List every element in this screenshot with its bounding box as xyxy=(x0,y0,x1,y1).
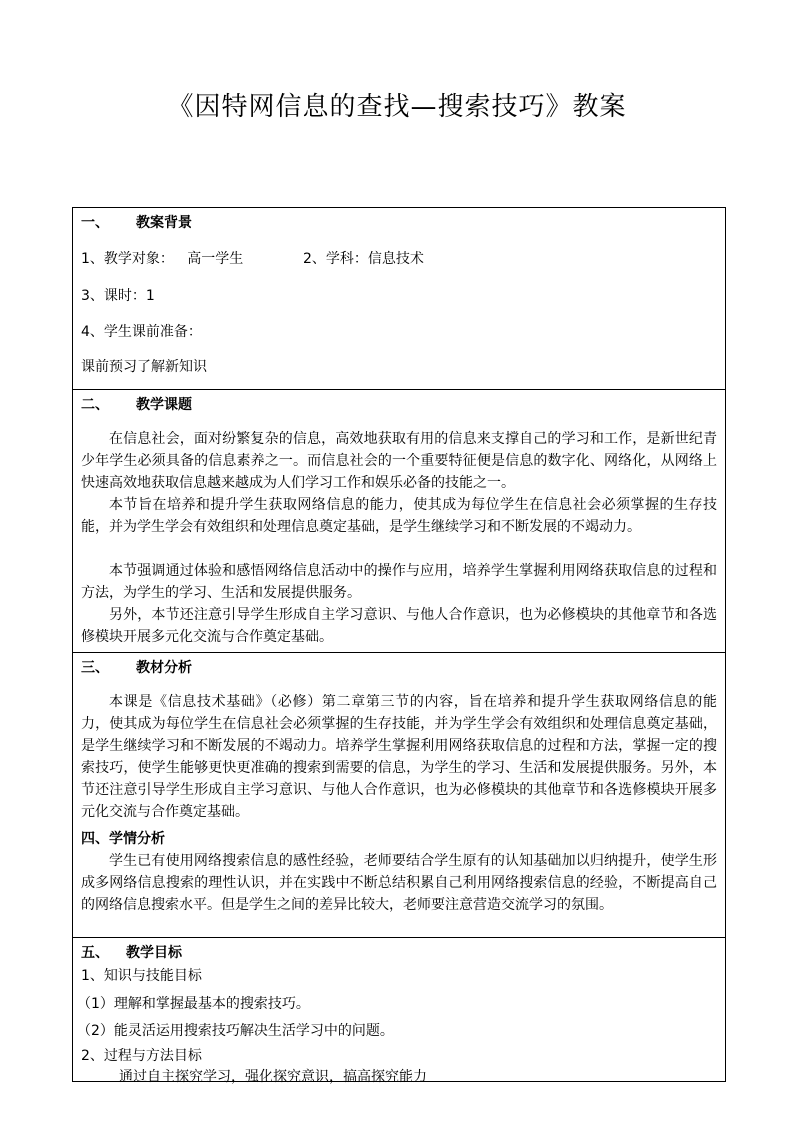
page-title: 《因特网信息的查找—搜索技巧》教案 xyxy=(167,92,627,122)
prep-label: 4、学生课前准备： xyxy=(81,324,202,340)
section-material xyxy=(73,652,725,936)
section-objectives xyxy=(73,937,725,1085)
section-heading xyxy=(81,657,192,677)
objective-line: （1）理解和掌握最基本的搜索技巧。 xyxy=(77,996,310,1012)
target-value: 高一学生 xyxy=(187,251,244,267)
paragraph: 本课是《信息技术基础》（必修）第二章第三节的内容，旨在培养和提升学生获取网络信息的能力，使其成为每位学生在信息社会必须掌握的生存技能，并为学生学会有效组织和处理信息奠定基础，是学生继续学习和不断发展的不竭动力。培养学生掌握利用网络获取信息的过程和方法，掌握一定的搜索技巧，使学生能够更快更准确的搜索到需要的信息，为学生的学习、生活和发展提供服务。另外，本节还注意引导学生形成自主学习意识、与他人合作意识，也为必修模块的其他章节和各选修模块开展多元化交流与合作奠定基础。 xyxy=(81,694,717,820)
section-background xyxy=(73,208,725,388)
section-heading xyxy=(81,394,192,414)
section-title: 教材分析 xyxy=(136,660,192,676)
section-topic xyxy=(73,389,725,651)
section-title: 教学目标 xyxy=(126,945,182,961)
paragraph: 本节强调通过体验和感悟网络信息活动中的操作与应用，培养学生掌握利用网络获取信息的过程和方法，为学生的学习、生活和发展提供服务。 xyxy=(81,563,717,601)
paragraph: 另外，本节还注意引导学生形成自主学习意识、与他人合作意识，也为必修模块的其他章节和各选修模块开展多元化交流与合作奠定基础。 xyxy=(81,607,717,645)
section-heading xyxy=(81,942,182,962)
paragraph: 本节旨在培养和提升学生获取网络信息的能力，使其成为每位学生在信息社会必须掌握的生存技能，并为学生学会有效组织和处理信息奠定基础，是学生继续学习和不断发展的不竭动力。 xyxy=(81,497,717,535)
lesson-plan-table xyxy=(72,207,726,1085)
subject: 2、学科：信息技术 xyxy=(303,251,424,267)
section-number: 五、 xyxy=(81,945,109,961)
section-number: 三、 xyxy=(81,660,109,676)
section-heading xyxy=(81,212,192,232)
section-number: 一、 xyxy=(81,215,109,231)
objective-line: 1、知识与技能目标 xyxy=(81,968,202,984)
paragraph: 在信息社会，面对纷繁复杂的信息，高效地获取有用的信息来支撑自己的学习和工作，是新世纪青少年学生必须具备的信息素养之一。而信息社会的一个重要特征便是信息的数字化、网络化，从网络上快速高效地获取信息越来越成为人们学习工作和娱乐必备的技能之一。 xyxy=(81,431,717,491)
teaching-target xyxy=(81,248,243,268)
class-hours: 3、课时：1 xyxy=(81,288,155,304)
objective-line: 通过自主探究学习，强化探究意识，搞高探究能力 xyxy=(119,1069,427,1085)
objective-line: 2、过程与方法目标 xyxy=(81,1048,202,1064)
section-heading-students: 四、学情分析 xyxy=(81,831,165,847)
prep-value: 课前预习了解新知识 xyxy=(81,359,207,375)
section-title: 教案背景 xyxy=(136,215,192,231)
target-label: 1、教学对象： xyxy=(81,251,174,267)
section-number: 二、 xyxy=(81,397,109,413)
section-title: 教学课题 xyxy=(136,397,192,413)
paragraph: 学生已有使用网络搜索信息的感性经验，老师要结合学生原有的认知基础加以归纳提升，使学生形成多网络信息搜索的理性认识，并在实践中不断总结积累自己利用网络搜索信息的经验，不断提高自己的网络信息搜索水平。但是学生之间的差异比较大，老师要注意营造交流学习的氛围。 xyxy=(81,853,717,913)
objective-line: （2）能灵活运用搜索技巧解决生活学习中的问题。 xyxy=(77,1023,394,1039)
